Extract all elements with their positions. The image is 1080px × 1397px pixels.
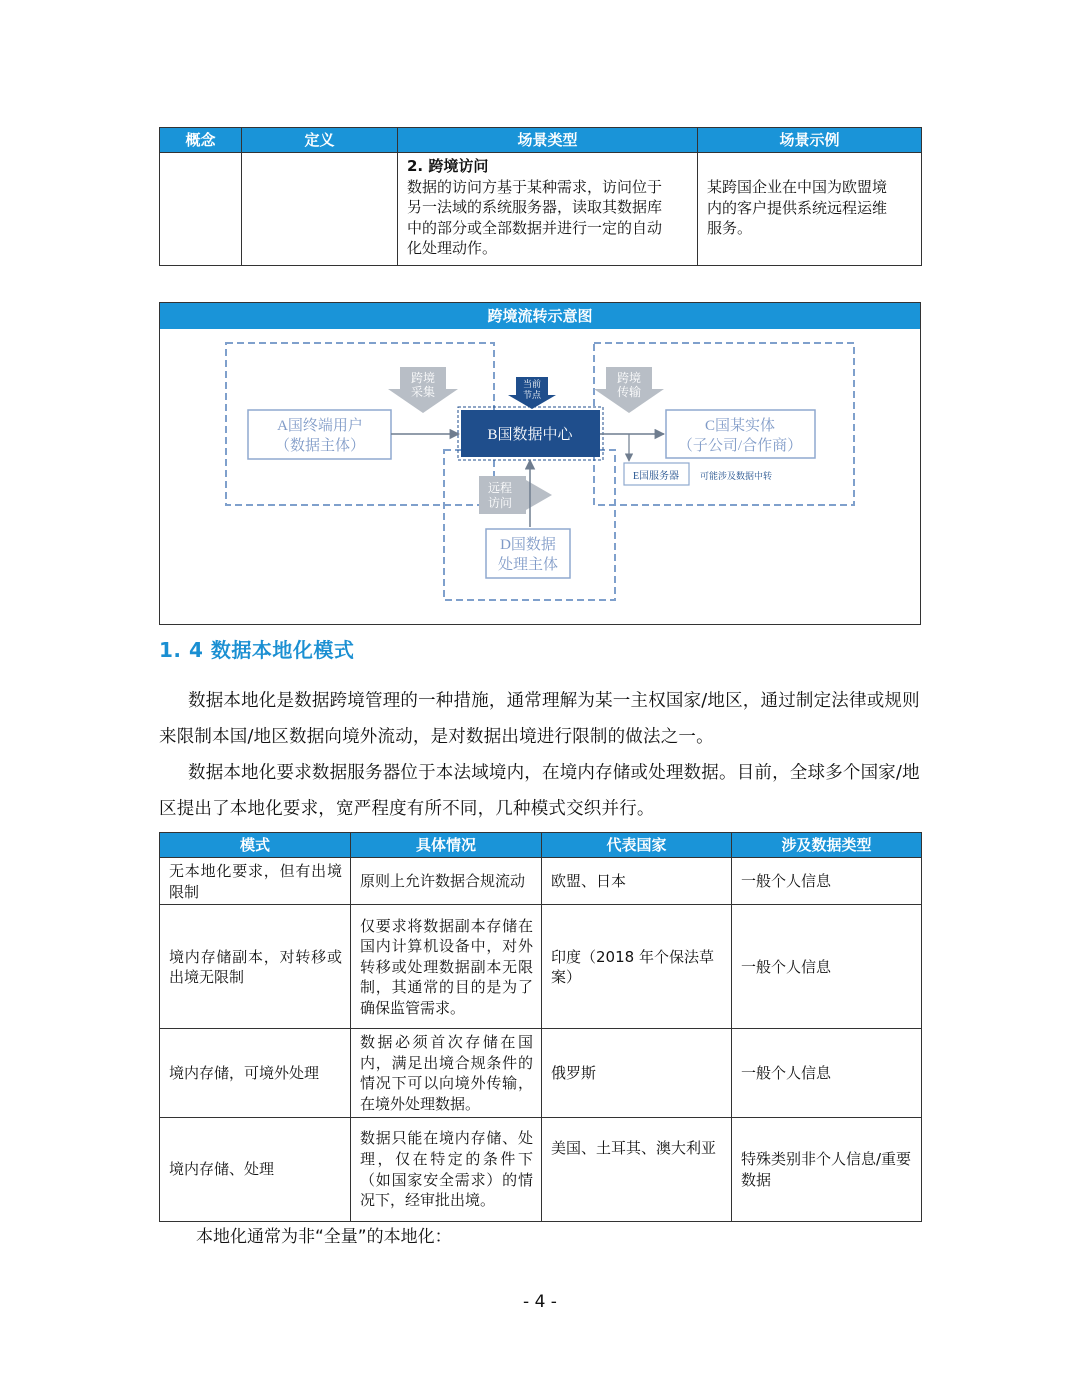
- concept-cell: [160, 153, 242, 266]
- paragraph: 数据本地化要求数据服务器位于本法域境内，在境内存储或处理数据。目前，全球多个国家/地区提出了本地化要求，宽严程度有所不同，几种模式交织并行。: [159, 763, 920, 819]
- scenario-example-cell: [698, 153, 922, 266]
- flow-diagram: [160, 329, 920, 624]
- scenario-line: 另一法域的系统服务器，读取其数据库: [407, 198, 663, 216]
- node-c-label-2: （子公司/合作商）: [677, 438, 803, 454]
- scenario-line: 中的部分或全部数据并进行一定的自动: [407, 218, 663, 237]
- detail-cell: 仅要求将数据副本存储在国内计算机设备中，对外转移或处理数据副本无限制，其通常的目的是为了确保监管需求。: [351, 905, 542, 1029]
- definition-cell: [242, 153, 398, 266]
- data-type-cell: 一般个人信息: [732, 858, 922, 905]
- e-note: 可能涉及数据中转: [700, 471, 773, 481]
- node-d-label-2: 处理主体: [497, 557, 559, 573]
- detail-cell: 数据必须首次存储在国内，满足出境合规条件的情况下可以向境外传输，在境外处理数据。: [351, 1029, 542, 1117]
- detail-cell: 数据只能在境内存储、处理，仅在特定的条件下（如国家安全需求）的情况下，经审批出境。: [351, 1117, 542, 1221]
- table-row: [160, 905, 922, 1029]
- header-scenario-example: 场景示例: [698, 128, 922, 153]
- header-detail: 具体情况: [351, 833, 542, 858]
- detail-cell: 原则上允许数据合规流动: [351, 858, 542, 905]
- scenario-line: 数据的访问方基于某种需求，访问位于: [407, 177, 663, 196]
- mode-cell: 境内存储、处理: [160, 1117, 351, 1221]
- page-number: - 4 -: [523, 1292, 557, 1312]
- table-row: [160, 858, 922, 905]
- example-line: 内的客户提供系统远程运维: [707, 198, 888, 217]
- cross-border-diagram: [159, 302, 921, 625]
- data-type-cell: 一般个人信息: [732, 1029, 922, 1117]
- scenario-table: [159, 127, 922, 266]
- current-label-1: 当前: [522, 379, 542, 389]
- countries-cell: 美国、土耳其、澳大利亚: [542, 1117, 732, 1221]
- scenario-title: 2. 跨境访问: [407, 157, 489, 175]
- example-line: 服务。: [707, 219, 753, 237]
- node-c-label-1: C国某实体: [704, 418, 776, 434]
- table-row: [160, 1117, 922, 1221]
- header-concept: 概念: [160, 128, 242, 153]
- example-line: 某跨国企业在中国为欧盟境: [707, 178, 888, 196]
- table-row: [160, 1029, 922, 1117]
- header-definition: 定义: [242, 128, 398, 153]
- table-header-row: [160, 833, 922, 858]
- mode-cell: 境内存储，可境外处理: [160, 1029, 351, 1117]
- header-data-type: 涉及数据类型: [732, 833, 922, 858]
- data-type-cell: 特殊类别非个人信息/重要数据: [732, 1117, 922, 1221]
- table-row: [160, 153, 922, 266]
- header-countries: 代表国家: [542, 833, 732, 858]
- countries-cell: 俄罗斯: [542, 1029, 732, 1117]
- current-label-2: 节点: [522, 390, 542, 400]
- countries-cell: 印度（2018 年个保法草案）: [542, 905, 732, 1029]
- collect-label-2: 采集: [410, 385, 436, 399]
- node-a-label-2: （数据主体）: [274, 438, 366, 454]
- table-header-row: [160, 128, 922, 153]
- closing-line: 本地化通常为非“全量”的本地化：: [196, 1227, 452, 1247]
- node-b-label: B国数据中心: [487, 427, 573, 443]
- section-heading: 1. 4 数据本地化模式: [159, 638, 355, 662]
- node-a-label-1: A国终端用户: [277, 418, 363, 434]
- node-d-label-1: D国数据: [500, 537, 556, 553]
- data-type-cell: 一般个人信息: [732, 905, 922, 1029]
- mode-cell: 境内存储副本，对转移或出境无限制: [160, 905, 351, 1029]
- localization-modes-table: [159, 832, 922, 1222]
- header-scenario-type: 场景类型: [398, 128, 698, 153]
- collect-label-1: 跨境: [410, 371, 436, 385]
- node-e-label: E国服务器: [632, 471, 680, 482]
- scenario-type-cell: [398, 153, 698, 266]
- transmit-label-1: 跨境: [616, 371, 642, 385]
- remote-label-2: 访问: [487, 496, 513, 510]
- countries-cell: 欧盟、日本: [542, 858, 732, 905]
- paragraph: 数据本地化是数据跨境管理的一种措施，通常理解为某一主权国家/地区，通过制定法律或规则来限制本国/地区数据向境外流动，是对数据出境进行限制的做法之一。: [159, 691, 920, 747]
- mode-cell: 无本地化要求，但有出境限制: [160, 858, 351, 905]
- remote-label-1: 远程: [487, 481, 513, 495]
- header-mode: 模式: [160, 833, 351, 858]
- scenario-line: 化处理动作。: [407, 239, 498, 257]
- transmit-label-2: 传输: [616, 385, 642, 399]
- diagram-title: 跨境流转示意图: [160, 303, 920, 329]
